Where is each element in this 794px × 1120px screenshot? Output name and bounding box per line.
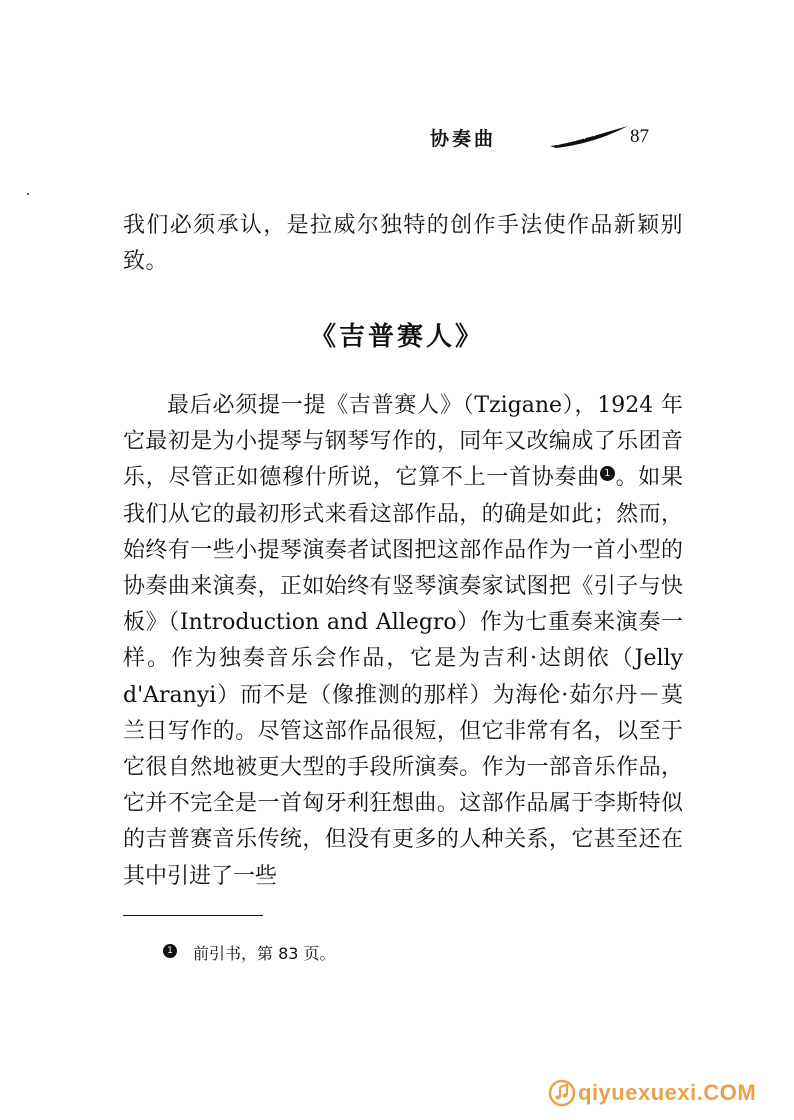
watermark-text: qiyuexuexi.COM [578,1080,757,1105]
music-note-logo-icon [548,1079,576,1107]
footnote-reference[interactable]: 1 [600,466,615,481]
feather-quill-icon [548,124,630,150]
footnote-marker: 1 [163,944,177,958]
body-paragraph-1: 我们必须承认，是拉威尔独特的创作手法使作品新颖别致。 [123,213,683,275]
paragraph-text: 。如果我们从它的最初形式来看这部作品，的确是如此；然而，始终有一些小提琴演奏者试图把这部作品作为一首小型的协奏曲来演奏，正如始终有竖琴演奏家试图把《引子与快板》（Introduction and Allegro）作为七重奏来演奏一样。作为独奏音乐会作品，它是为吉利·达朗依（Jelly d'Aranyi）而不是（像推测的那样）为海伦·茹尔丹－莫兰日写作的。尽管这部作品很短，但它非常有名，以至于它很自然地被更大型的手段所演奏。作为一部音乐作品，它并不完全是一首匈牙利狂想曲。这部作品属于李斯特似的吉普赛音乐传统，但没有更多的人种关系，它甚至还在其中引进了一些 [123,465,683,889]
site-watermark [548,1076,788,1112]
chapter-title: 协奏曲 [430,128,497,150]
footnote-divider [123,915,263,916]
scan-speck [27,193,29,195]
running-header [430,124,660,152]
section-title: 《吉普赛人》 [309,322,484,352]
paragraph-text: 最后必须提一提《吉普赛人》（Tzigane），1924 年它最初是为小提琴与钢琴写作的，同年又改编成了乐团音乐，尽管正如德穆什所说，它算不上一首协奏曲 [123,393,683,491]
footnote-text: 前引书，第 83 页。 [193,944,336,963]
body-paragraph-2 [123,388,683,895]
page-number: 87 [630,126,649,147]
